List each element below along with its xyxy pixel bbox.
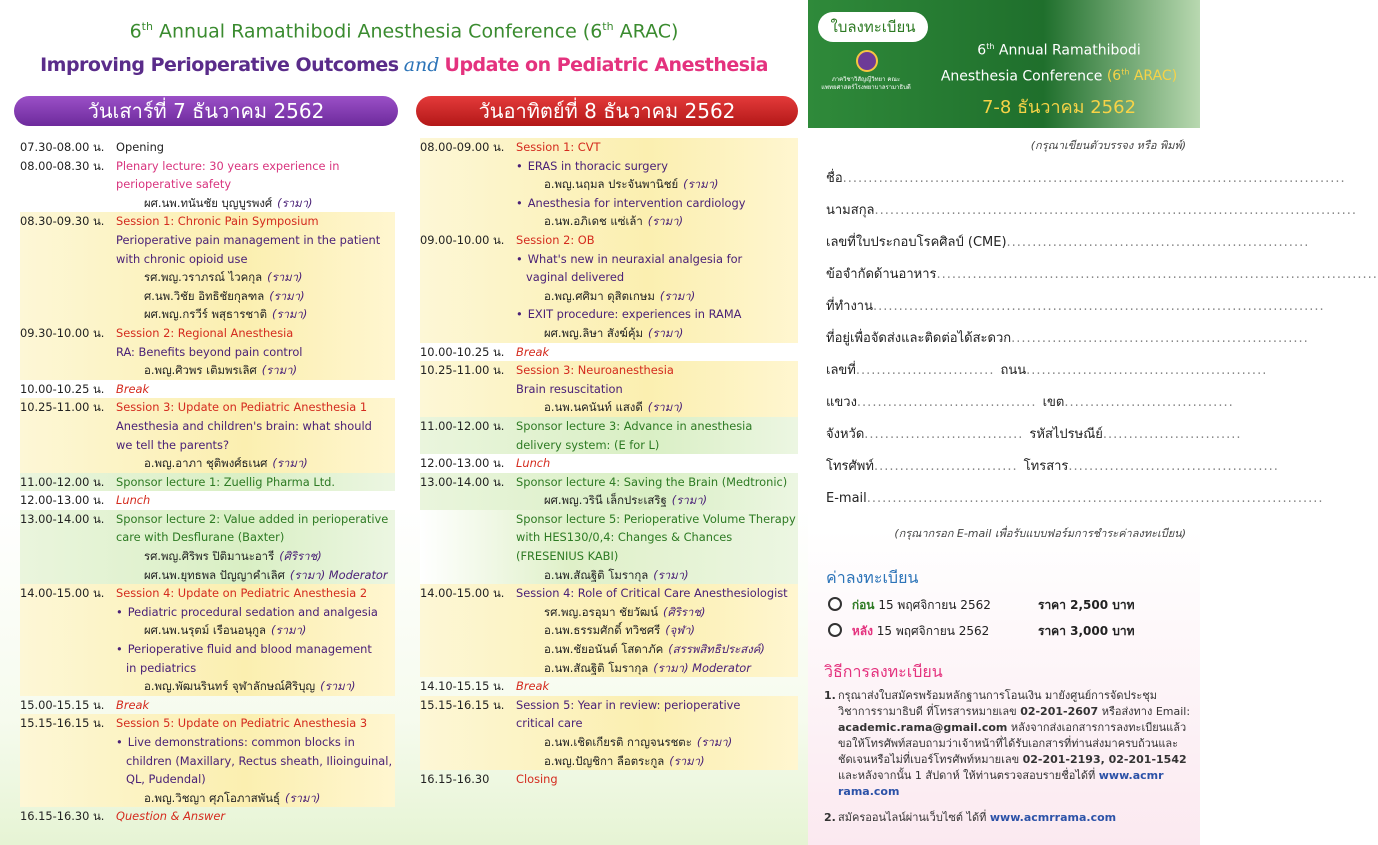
email-instruction: (กรุณากรอก E-mail เพื่อรับแบบฟอร์มการชำระค่าลงทะเบียน) [894, 527, 1186, 540]
time-slot: 11.00-12.00 น. [420, 418, 505, 433]
schedule-row [20, 380, 395, 399]
schedule-row [420, 770, 798, 789]
session-line: care with Desflurane (Baxter) [116, 530, 285, 545]
session-line: Brain resuscitation [516, 381, 623, 396]
form-field[interactable]: ชื่อ.................................................................................................. [826, 171, 1346, 186]
day1-schedule [20, 138, 395, 826]
session-line: • EXIT procedure: experiences in RAMA [516, 305, 798, 324]
fee-date: 15 พฤศจิกายน 2562 [878, 598, 991, 612]
session-line: Break [116, 381, 150, 396]
session-line: อ.พญ.ศิวพร เติมพรเลิศ (รามา) [144, 363, 298, 378]
session-line: Question & Answer [116, 809, 226, 824]
session-line: with HES130/0,4: Changes & Chances [516, 530, 733, 545]
session-line: delivery system: (E for L) [516, 437, 660, 452]
session-line: ผศ.นพ.ทนันชัย บุญบูรพงศ์ (รามา) [144, 195, 313, 210]
session-line: อ.นพ.เชิดเกียรติ กาญจนรชตะ (รามา) [544, 735, 733, 749]
how-to-register: 1. กรุณาส่งใบสมัครพร้อมหลักฐานการโอนเงิน มายังศูนย์การจัดประชุม วิชาการรามาธิบดี ที่โทรสารหมายเลข 02-201-2607 หรือส่งทาง Email: academic.rama@gmail.com หลังจากส่งเอกสารการลงทะเบียนแล้ว ขอให้โทรศัพท์สอบถามว่าเจ้าหน้าที่ได้รับเอกสารที่ท่านส่งมาครบถ้วนและ ชัดเจนหรือไม่ที่เบอร์โทรศัพท์หมายเลข 02-201-2193, 02-201-1542 และหลังจากนั้น 1 สัปดาห์ ให้ท่านตรวจสอบรายชื่อได้ที่ www.acmr rama.com 2. สมัครออนไลน์ผ่านเว็บไซต์ ได้ที่ www.acmrrama.com [824, 689, 1191, 824]
day1-heading: วันเสาร์ที่ 7 ธันวาคม 2562 [14, 96, 398, 126]
schedule-row [420, 473, 798, 510]
session-line: Session 5: Update on Pediatric Anesthesia 3 [116, 716, 368, 731]
session-line: อ.พญ.พัฒนรินทร์ จุฬาลักษณ์ศิริบุญ (รามา) [144, 679, 356, 694]
schedule-row [420, 138, 798, 231]
schedule-row [420, 584, 798, 677]
form-field[interactable]: ข้อจำกัดด้านอาหาร...................................................................................... [826, 267, 1378, 282]
session-line: ศ.นพ.วิชัย อิทธิชัยกุลฑล (รามา) [144, 288, 305, 303]
time-slot: 16.15-16.30 [420, 772, 490, 787]
session-line: with chronic opioid use [116, 251, 248, 266]
form-field[interactable]: แขวง................................... เขต................................. [826, 395, 1234, 410]
fee-price: ราคา 3,000 บาท [1038, 624, 1135, 638]
time-slot: 08.30-09.30 น. [20, 214, 105, 229]
schedule-row [420, 696, 798, 770]
website-link[interactable]: www.acmr [1098, 769, 1164, 782]
session-line: Sponsor lecture 3: Advance in anesthesia [516, 418, 753, 433]
session-line: Plenary lecture: 30 years experience in [116, 158, 340, 173]
time-slot: 12.00-13.00 น. [20, 493, 105, 508]
schedule-row [20, 510, 395, 584]
time-slot: 14.00-15.00 น. [20, 586, 105, 601]
registration-form [826, 168, 1378, 520]
time-slot: 15.15-16.15 น. [420, 697, 505, 712]
schedule-row [420, 677, 798, 696]
schedule-row [420, 231, 798, 343]
session-line: ผศ.นพ.นรุตม์ เรือนอนุกูล (รามา) [144, 623, 307, 638]
session-line: Session 1: CVT [516, 140, 601, 154]
session-line: children (Maxillary, Rectus sheath, Ilioinguinal, [126, 753, 393, 768]
session-line: ผศ.นพ.ยุทธพล ปัญญาคำเลิศ (รามา) Moderator [144, 567, 388, 582]
session-line: Sponsor lecture 4: Saving the Brain (Medtronic) [516, 474, 788, 489]
session-line: อ.นพ.ธรรมศักดิ์ ทวิชศรี (จุฬา) [544, 623, 695, 638]
session-line: Sponsor lecture 1: Zuellig Pharma Ltd. [116, 474, 336, 489]
session-line: Sponsor lecture 5: Perioperative Volume Therapy [516, 511, 796, 526]
session-line: • Pediatric procedural sedation and analgesia [116, 603, 395, 622]
time-slot: 16.15-16.30 น. [20, 809, 105, 824]
session-line: Session 3: Update on Pediatric Anesthesia 1 [116, 400, 368, 415]
session-line: Lunch [116, 493, 151, 508]
form-field[interactable]: ที่อยู่เพื่อจัดส่งและติดต่อได้สะดวก.......................................................... [826, 331, 1309, 346]
schedule-row [420, 510, 798, 584]
session-line: อ.พญ.อาภา ชุติพงศ์ธเนศ (รามา) [144, 456, 308, 471]
session-line: อ.พญ.ปัญชิกา ลือตระกูล (รามา) [544, 753, 705, 768]
schedule-row [20, 714, 395, 807]
form-field[interactable]: E-mail......................................................................................... [826, 491, 1324, 506]
fee-late[interactable] [828, 622, 1135, 640]
form-field[interactable]: โทรศัพท์............................ โทรสาร......................................... [826, 459, 1279, 474]
session-line: • Perioperative fluid and blood management [116, 640, 395, 659]
time-slot: 11.00-12.00 น. [20, 474, 105, 489]
fee-label: หลัง [851, 624, 873, 638]
session-line: Session 5: Year in review: perioperative [516, 697, 741, 712]
session-line: อ.นพ.สัณฐิติ โมรากุล (รามา) Moderator [544, 660, 751, 675]
session-line: อ.นพ.อภิเดช แซ่เล้า (รามา) [544, 214, 684, 229]
session-line: รศ.พญ.วราภรณ์ ไวคกุล (รามา) [144, 270, 303, 285]
session-line: vaginal delivered [526, 270, 625, 285]
time-slot: 09.30-10.00 น. [20, 325, 105, 340]
session-line: Session 2: Regional Anesthesia [116, 325, 294, 340]
logo-text: ภาควิชาวิสัญญีวิทยา คณะแพทยศาสตร์โรงพยาบาลรามาธิบดี [821, 76, 911, 91]
session-line: อ.พญ.ศศิมา ดุสิตเกษม (รามา) [544, 288, 696, 303]
day2-schedule [420, 138, 798, 789]
session-line: Break [516, 679, 550, 694]
time-slot: 13.00-14.00 น. [20, 511, 105, 526]
form-field[interactable]: นามสกุล.............................................................................................. [826, 203, 1357, 218]
registration-conference-title: 6th Annual Ramathibodi Anesthesia Conference (6th ARAC) [940, 42, 1178, 85]
schedule-row [420, 417, 798, 454]
session-line: Opening [116, 140, 165, 154]
time-slot: 13.00-14.00 น. [420, 474, 505, 489]
session-line: critical care [516, 716, 583, 731]
session-line: perioperative safety [116, 177, 232, 192]
registration-badge: ใบลงทะเบียน [818, 12, 928, 42]
session-line: Perioperative pain management in the patient [116, 232, 381, 247]
session-line: ผศ.พญ.ลิษา สังฆ์คุ้ม (รามา) [544, 325, 684, 340]
session-line: อ.นพ.นคนันท์ แสงดี (รามา) [544, 400, 684, 415]
session-line: ผศ.พญ.กรวีร์ พสุธารชาติ (รามา) [144, 307, 308, 322]
schedule-row [20, 157, 395, 213]
time-slot: 10.25-11.00 น. [20, 400, 105, 415]
schedule-row [20, 138, 395, 157]
session-line: (FRESENIUS KABI) [516, 549, 619, 564]
conference-subtitle: Improving Perioperative Outcomes and Update on Pediatric Anesthesia [40, 54, 768, 76]
faculty-logo [856, 50, 878, 72]
registration-panel [808, 0, 1378, 845]
session-line: Session 1: Chronic Pain Symposium [116, 214, 319, 229]
fee-heading: ค่าลงทะเบียน [826, 568, 919, 587]
schedule-row [20, 473, 395, 492]
schedule-row [420, 454, 798, 473]
session-line: Break [116, 697, 150, 712]
session-line: รศ.พญ.อรอุมา ชัยวัฒน์ (ศิริราช) [544, 604, 706, 619]
schedule-row [20, 696, 395, 715]
session-line: รศ.พญ.ศิริพร ปิติมานะอารี (ศิริราช) [144, 549, 322, 564]
schedule-row [20, 807, 395, 826]
radio-icon[interactable] [828, 597, 842, 611]
session-line: QL, Pudendal) [126, 772, 206, 787]
session-line: อ.นพ.สัณฐิติ โมรากุล (รามา) [544, 567, 689, 582]
form-field[interactable]: เลขที่........................... ถนน............................................... [826, 363, 1268, 378]
time-slot: 15.15-16.15 น. [20, 716, 105, 731]
registration-header [808, 0, 1200, 128]
session-line: Session 3: Neuroanesthesia [516, 363, 674, 378]
fee-label: ก่อน [851, 598, 875, 612]
schedule-row [20, 212, 395, 324]
session-line: • What's new in neuraxial analgesia for [516, 250, 798, 269]
session-line: Lunch [516, 456, 551, 471]
schedule-row [420, 343, 798, 362]
time-slot: 10.25-11.00 น. [420, 363, 505, 378]
form-field[interactable]: เลขที่ใบประกอบโรคศิลป์ (CME)........................................................... [826, 235, 1310, 250]
time-slot: 09.00-10.00 น. [420, 232, 505, 247]
session-line: Session 4: Role of Critical Care Anesthesiologist [516, 586, 788, 601]
session-line: อ.พญ.นฤมล ประจันพานิชย์ (รามา) [544, 177, 719, 192]
time-slot: 10.00-10.25 น. [420, 344, 505, 359]
website-link[interactable]: rama.com [838, 785, 900, 798]
registration-date: 7-8 ธันวาคม 2562 [981, 97, 1137, 118]
session-line: Sponsor lecture 2: Value added in perioperative [116, 511, 389, 526]
schedule-row [420, 361, 798, 417]
session-line: Session 2: OB [516, 232, 595, 247]
session-line: Break [516, 344, 550, 359]
session-line: Anesthesia and children's brain: what should [116, 418, 372, 433]
how-to-register-heading: วิธีการลงทะเบียน [824, 662, 943, 681]
fee-early[interactable] [828, 596, 1135, 614]
day2-heading: วันอาทิตย์ที่ 8 ธันวาคม 2562 [416, 96, 798, 126]
session-line: • Live demonstrations: common blocks in [116, 733, 395, 752]
time-slot: 10.00-10.25 น. [20, 381, 105, 396]
time-slot: 12.00-13.00 น. [420, 456, 505, 471]
form-field[interactable]: จังหวัด............................... รหัสไปรษณีย์........................... [826, 427, 1242, 442]
time-slot: 14.10-15.15 น. [420, 679, 505, 694]
fee-date: 15 พฤศจิกายน 2562 [876, 624, 990, 638]
session-line: อ.นพ.ชัยอนันต์ โสดาภัค (สรรพสิทธิประสงค์) [544, 642, 765, 657]
schedule-row [20, 398, 395, 472]
session-line: • ERAS in thoracic surgery [516, 157, 798, 176]
session-line: we tell the parents? [116, 437, 229, 452]
time-slot: 07.30-08.00 น. [20, 140, 105, 154]
time-slot: 15.00-15.15 น. [20, 697, 105, 712]
radio-icon[interactable] [828, 623, 842, 637]
session-line: RA: Benefits beyond pain control [116, 344, 303, 359]
fee-price: ราคา 2,500 บาท [1038, 598, 1135, 612]
session-line: ผศ.พญ.วรินี เล็กประเสริฐ (รามา) [544, 493, 708, 508]
form-field[interactable]: ที่ทำงาน........................................................................................ [826, 299, 1325, 314]
time-slot: 08.00-08.30 น. [20, 158, 105, 173]
schedule-row [20, 491, 395, 510]
time-slot: 08.00-09.00 น. [420, 140, 505, 154]
session-line: • Anesthesia for intervention cardiology [516, 194, 798, 213]
session-line: Closing [516, 772, 558, 787]
website-link[interactable]: www.acmrrama.com [989, 811, 1117, 824]
schedule-row [20, 584, 395, 696]
conference-title: 6th Annual Ramathibodi Anesthesia Conference (6th ARAC) [129, 20, 679, 43]
time-slot: 14.00-15.00 น. [420, 586, 505, 601]
schedule-row [20, 324, 395, 380]
session-line: in pediatrics [126, 660, 197, 675]
session-line: Session 4: Update on Pediatric Anesthesia 2 [116, 586, 368, 601]
print-instruction: (กรุณาเขียนตัวบรรจง หรือ พิมพ์) [1030, 139, 1186, 152]
session-line: อ.พญ.วิชญา ศุภโอภาสพันธุ์ (รามา) [144, 790, 321, 805]
